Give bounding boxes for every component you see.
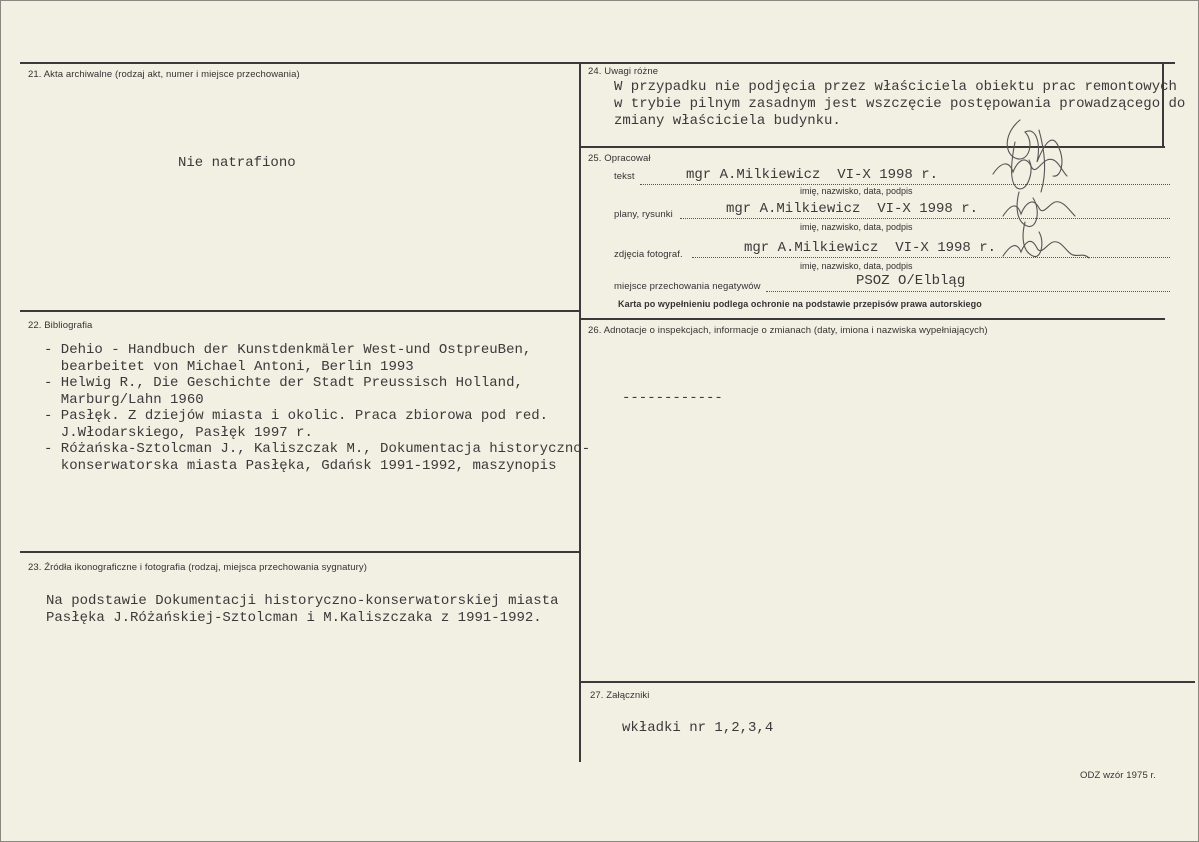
tekst-hint: imię, nazwisko, data, podpis (800, 186, 913, 196)
section-24-label: 24. Uwagi różne (588, 66, 659, 77)
rule-21-22 (20, 310, 580, 312)
bibliography-line: bearbeitet von Michael Antoni, Berlin 1993 (44, 358, 414, 375)
section-27-content: wkładki nr 1,2,3,4 (622, 720, 774, 736)
zdjecia-label: zdjęcia fotograf. (614, 249, 683, 260)
bibliography-line: - Dehio - Handbuch der Kunstdenkmäler West-und OstpreuBen, (44, 342, 532, 358)
tekst-value: mgr A.Milkiewicz VI-X 1998 r. (686, 167, 939, 183)
rule-26-27 (580, 681, 1195, 683)
bibliography-line: - Helwig R., Die Geschichte der Stadt Preussisch Holland, (44, 375, 523, 391)
section-23-line: Pasłęka J.Różańskiej-Sztolcman i M.Kaliszczaka z 1991-1992. (46, 610, 542, 626)
section-24-line: zmiany właściciela budynku. (614, 113, 841, 129)
section-26-label: 26. Adnotacje o inspekcjach, informacje o zmianach (daty, imiona i nazwiska wypełniających) (588, 325, 988, 336)
plany-value: mgr A.Milkiewicz VI-X 1998 r. (726, 201, 979, 217)
zdjecia-hint: imię, nazwisko, data, podpis (800, 261, 913, 271)
plany-label: plany, rysunki (614, 209, 673, 220)
section-23-label: 23. Źródła ikonograficzne i fotografia (rodzaj, miejsca przechowania sygnatury) (28, 562, 367, 573)
bibliography-line: - Pasłęk. Z dziejów miasta i okolic. Praca zbiorowa pod red. (44, 408, 549, 424)
bibliography-line: J.Włodarskiego, Pasłęk 1997 r. (44, 424, 313, 441)
rule-25-26 (580, 318, 1165, 320)
section-22-label: 22. Bibliografia (28, 320, 93, 331)
bibliography-line: Marburg/Lahn 1960 (44, 391, 204, 408)
bibliography-list (44, 342, 590, 474)
rule-22-23 (20, 551, 580, 553)
section-26-content: ------------ (622, 390, 723, 406)
plany-hint: imię, nazwisko, data, podpis (800, 222, 913, 232)
top-rule (20, 62, 1175, 64)
bibliography-line: konserwatorska miasta Pasłęka, Gdańsk 1991-1992, maszynopis (44, 457, 557, 474)
copyright-note: Karta po wypełnieniu podlega ochronie na podstawie przepisów prawa autorskiego (618, 299, 982, 309)
negatywy-value: PSOZ O/Elbląg (856, 273, 966, 289)
form-footer: ODZ wzór 1975 r. (1080, 770, 1157, 781)
section-24-line: W przypadku nie podjęcia przez właściciela obiektu prac remontowych (614, 79, 1177, 95)
negatywy-label: miejsce przechowania negatywów (614, 281, 761, 292)
zdjecia-value: mgr A.Milkiewicz VI-X 1998 r. (744, 240, 997, 256)
negatywy-line (766, 291, 1170, 292)
section-27-label: 27. Załączniki (590, 690, 650, 701)
tekst-label: tekst (614, 171, 635, 182)
section-21-label: 21. Akta archiwalne (rodzaj akt, numer i miejsce przechowania) (28, 69, 300, 80)
section-25-label: 25. Opracował (588, 153, 651, 164)
bibliography-line: - Różańska-Sztolcman J., Kaliszczak M., Dokumentacja historyczno- (44, 441, 591, 457)
section-21-content: Nie natrafiono (178, 155, 296, 171)
section-23-line: Na podstawie Dokumentacji historyczno-konserwatorskiej miasta (46, 593, 559, 609)
signature-stack (975, 92, 1145, 272)
section-24-line: w trybie pilnym zasadnym jest wszczęcie postępowania prowadzącego do (614, 96, 1186, 112)
